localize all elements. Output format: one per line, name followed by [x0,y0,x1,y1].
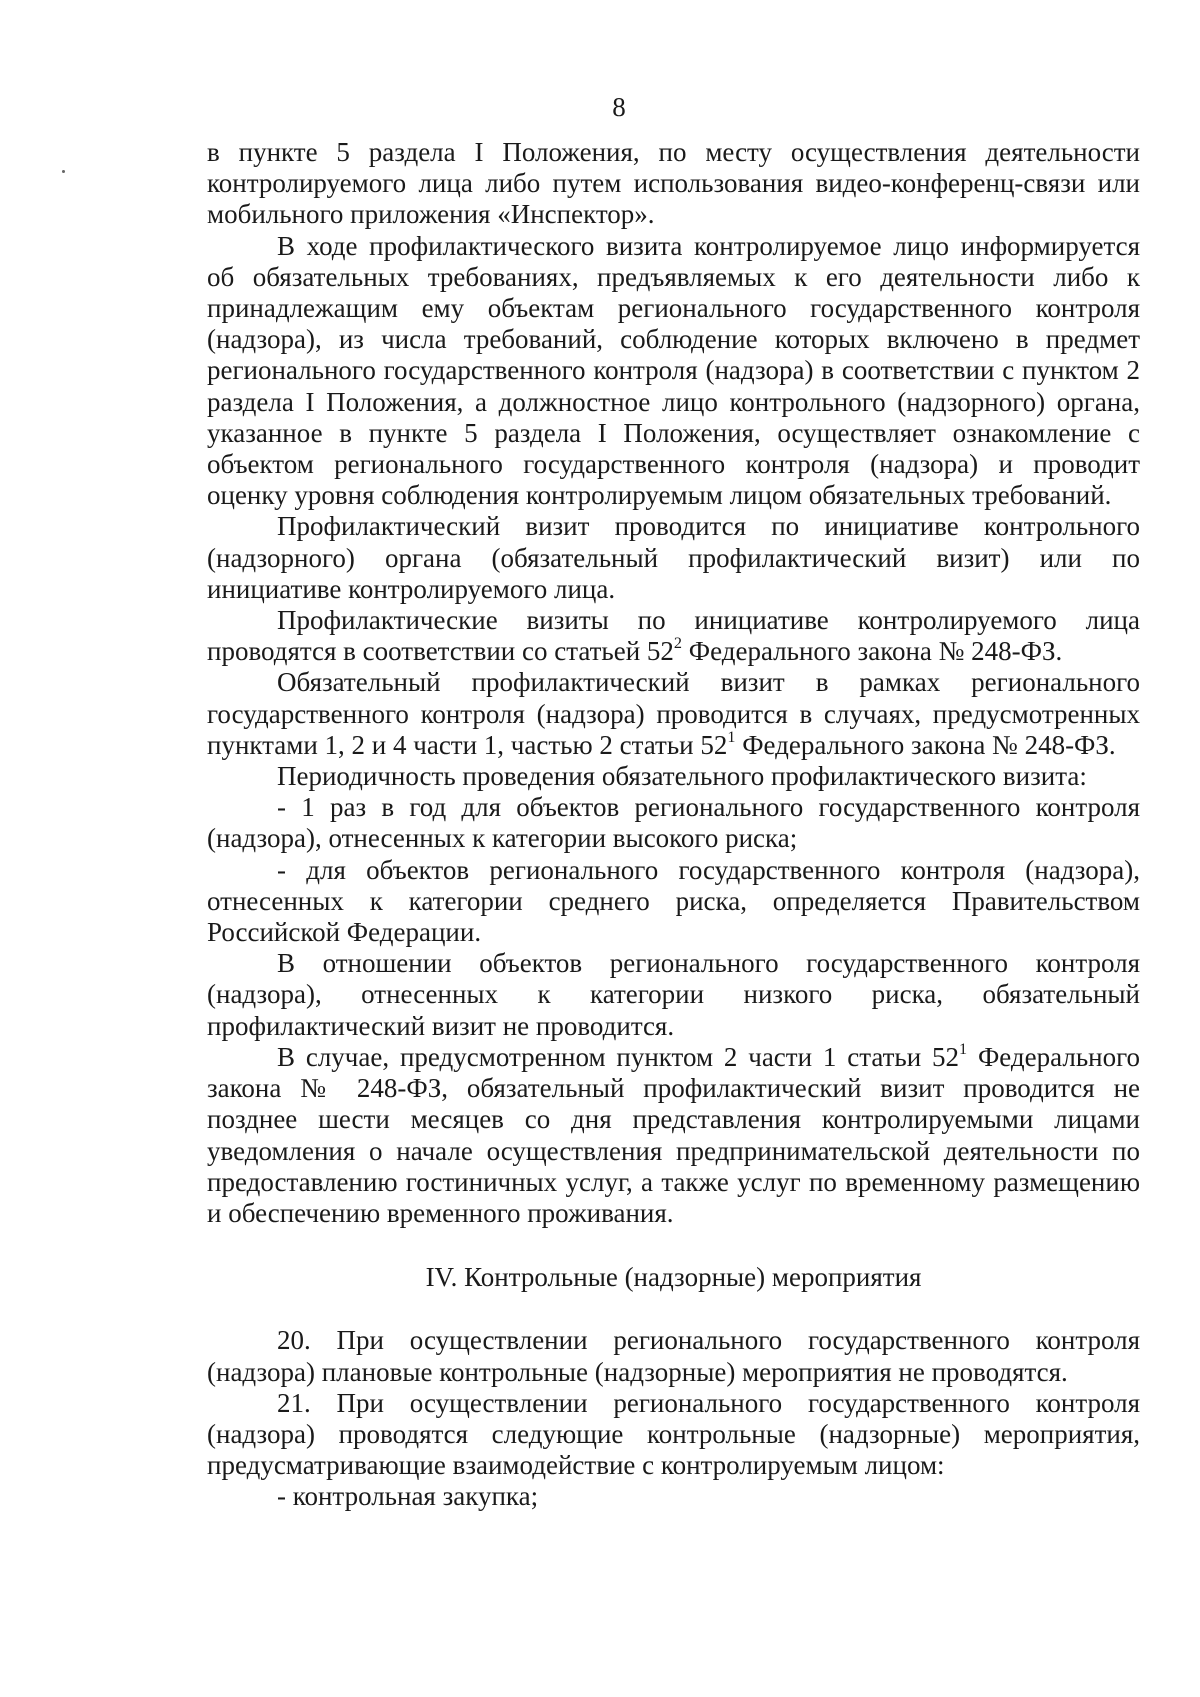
section-heading: IV. Контрольные (надзорные) мероприятия [425,1262,922,1293]
paragraph: 20. При осуществлении регионального государственного контроля (надзора) плановые контрольные (надзорные) мероприятия не проводятся. [207,1325,1140,1387]
paragraph: Периодичность проведения обязательного профилактического визита: [277,761,1087,792]
superscript: 1 [959,1039,968,1058]
text-run: Федерального закона № 248-ФЗ. [682,636,1063,667]
paragraph [207,1039,1140,1229]
text-run: Федерального закона № 248-ФЗ. [735,729,1116,760]
text-run: Профилактические визиты по инициативе контролируемого лица проводятся в соответствии со статьей 52 [207,605,1140,667]
paragraph [207,605,1140,667]
superscript: 1 [727,727,736,746]
paragraph: В ходе профилактического визита контролируемое лицо информируется об обязательных требованиях, предъявляемых к его деятельности либо к принадлежащим ему объектам регионального государственного контроля (надзора), из числа требований, соблюдение которых включено в предмет регионального государственного контроля (надзора) в соответствии с пунктом 2 раздела I Положения, а должностное лицо контрольного (надзорного) органа, указанное в пункте 5 раздела I Положения, осуществляет ознакомление с объектом регионального государственного контроля (надзора) и проводит оценку уровня соблюдения контролируемым лицом обязательных требований. [207,230,1140,511]
text-run: В случае, предусмотренном пунктом 2 части 1 статьи 52 [277,1041,960,1072]
paragraph: 21. При осуществлении регионального государственного контроля (надзора) проводятся следующие контрольные (надзорные) мероприятия, предусматривающие взаимодействие с контролируемым лицом: [207,1387,1140,1481]
paragraph [207,667,1140,761]
paragraph: в пункте 5 раздела I Положения, по месту осуществления деятельности контролируемого лица либо путем использования видео-конференц-связи или мобильного приложения «Инспектор». [207,137,1140,230]
paragraph: Профилактический визит проводится по инициативе контрольного (надзорного) органа (обязательный профилактический визит) или по инициативе контролируемого лица. [207,511,1140,604]
scan-speck [62,170,65,173]
list-item: - 1 раз в год для объектов регионального государственного контроля (надзора), отнесенных к категории высокого риска; [207,792,1140,854]
list-item: - контрольная закупка; [277,1481,539,1512]
page-number: 8 [612,92,626,122]
text-run: Федерального закона № 248-ФЗ, обязательный профилактический визит проводится не позднее шести месяцев со дня представления контролируемыми лицами уведомления о начале осуществления предпринимательской деятельности по предоставлению гостиничных услуг, а также услуг по временному размещению и обеспечению временного проживания. [207,1041,1140,1228]
superscript: 2 [673,634,683,653]
text-run: Обязательный профилактический визит в рамках регионального государственного контроля (надзора) проводится в случаях, предусмотренных пунктами 1, 2 и 4 части 1, частью 2 статьи 52 [207,667,1140,760]
list-item: - для объектов регионального государственного контроля (надзора), отнесенных к категории среднего риска, определяется Правительством Российской Федерации. [207,854,1140,948]
document-body [207,137,1140,1513]
paragraph: В отношении объектов регионального государственного контроля (надзора), отнесенных к категории низкого риска, обязательный профилактический визит не проводится. [207,948,1140,1041]
